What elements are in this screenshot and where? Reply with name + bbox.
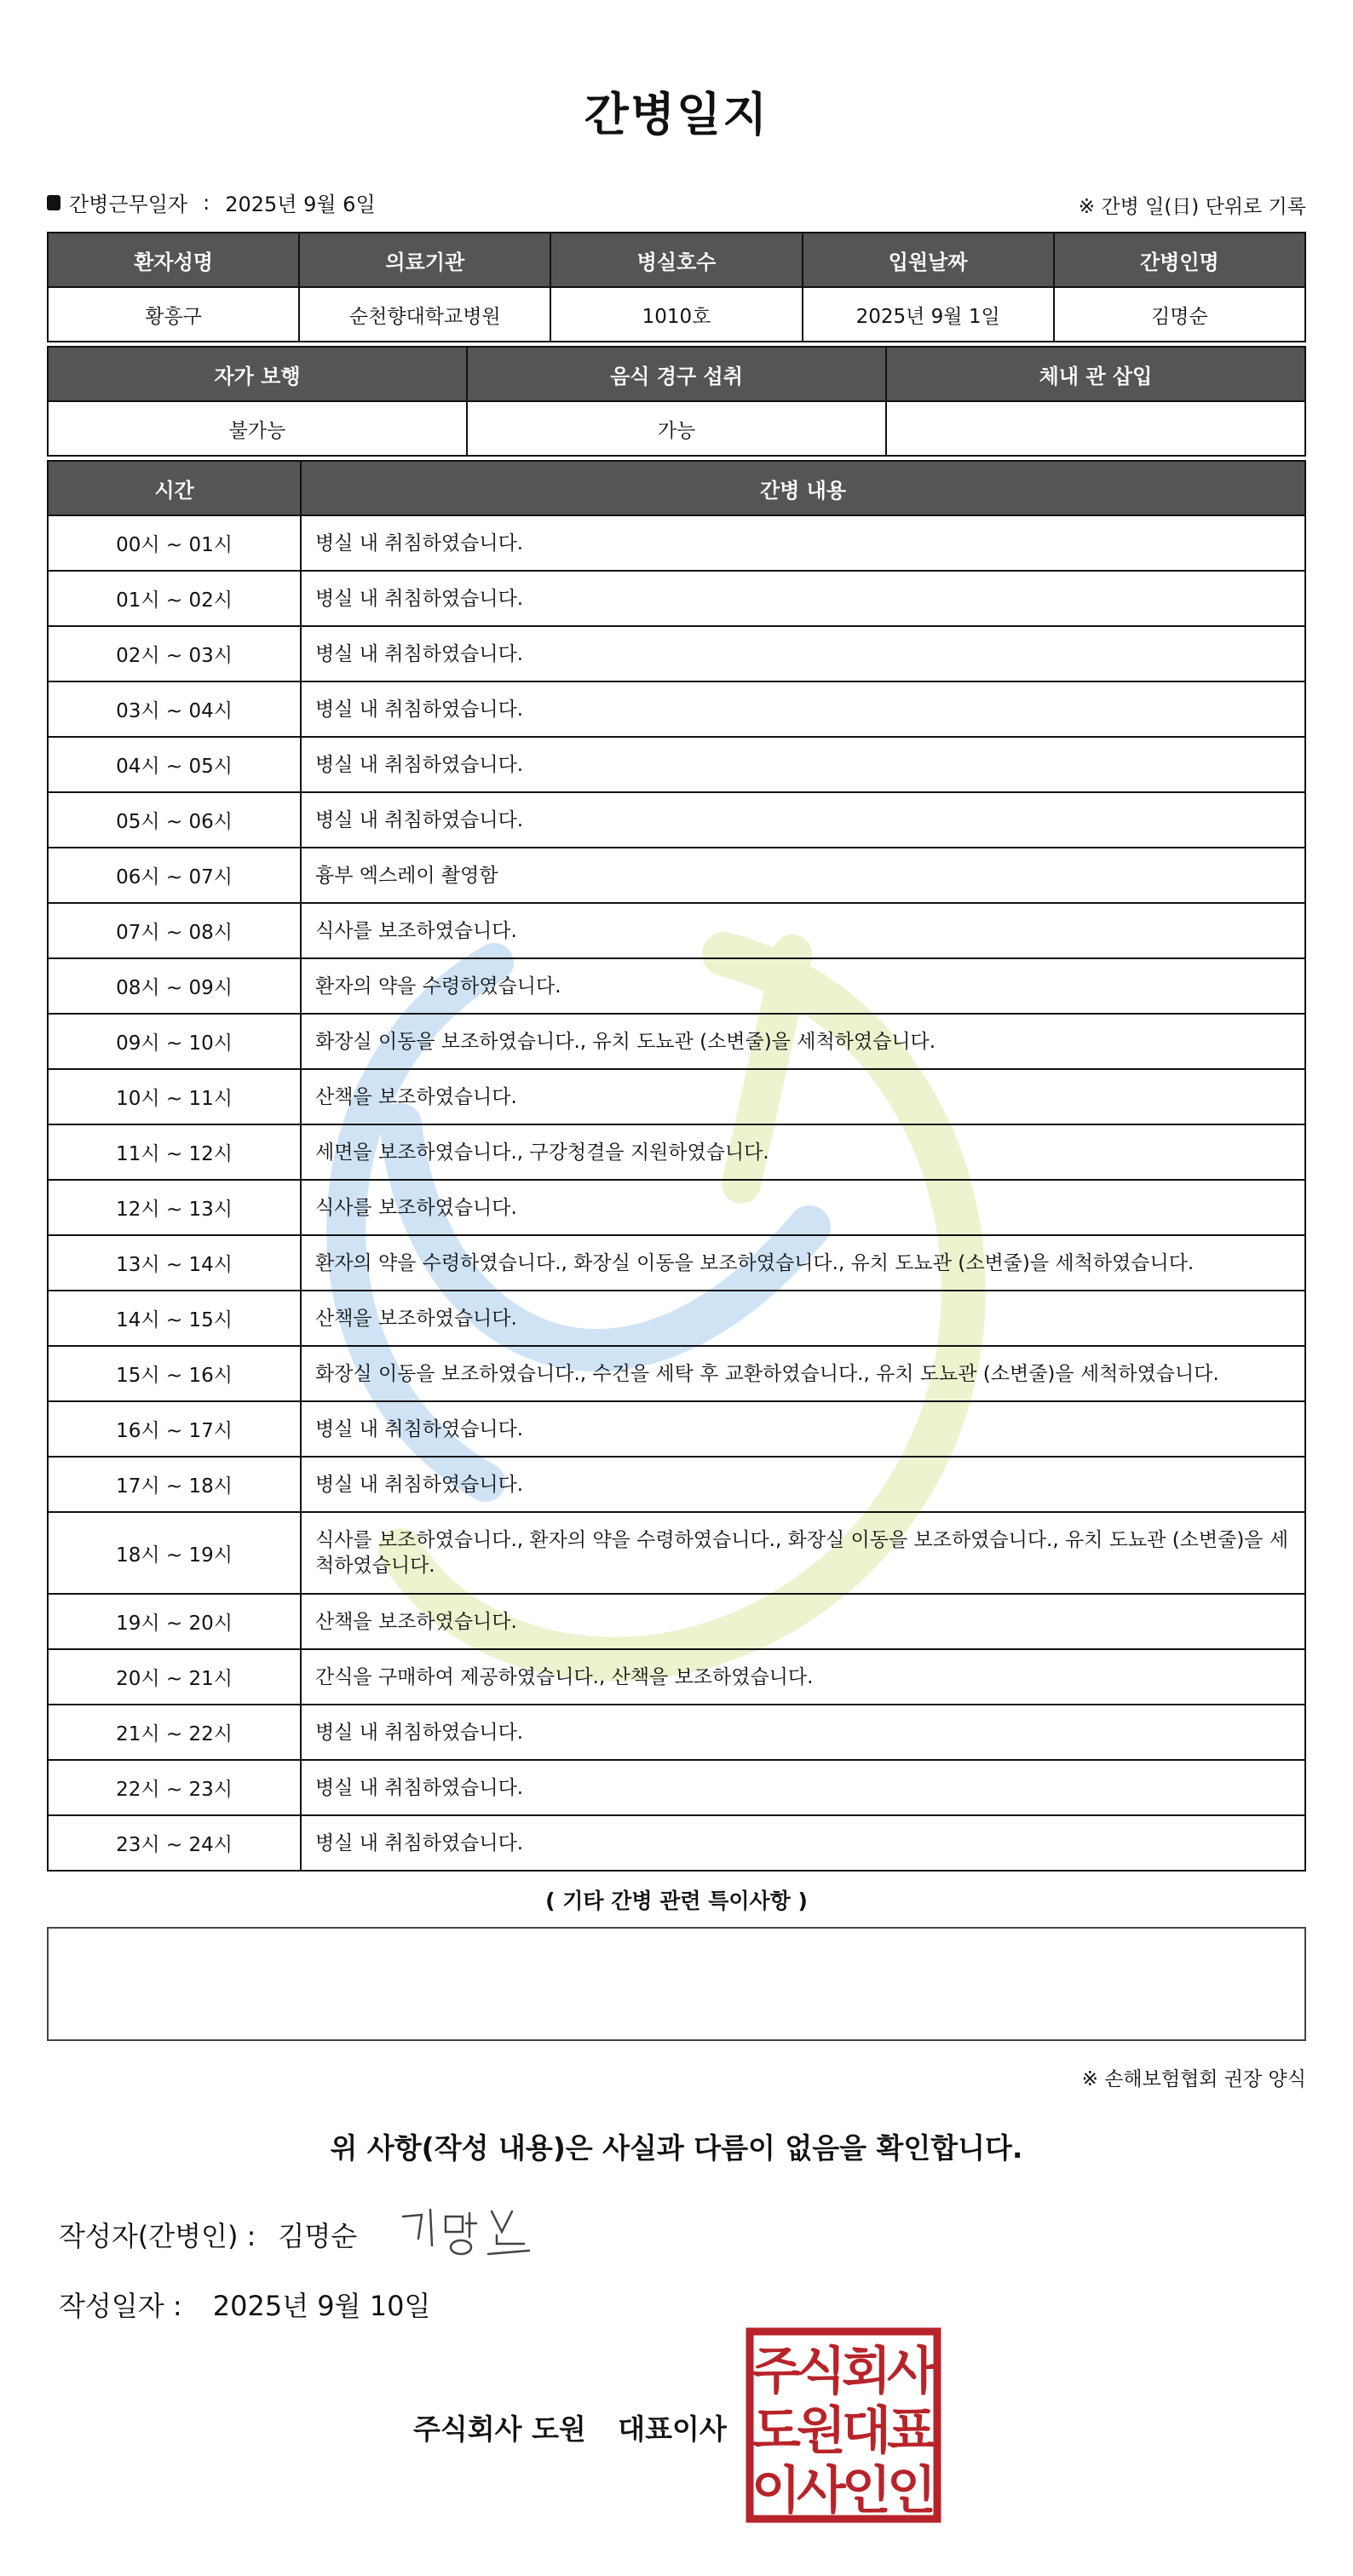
- patient-info-table: [47, 232, 1306, 342]
- room-number: 1010호: [550, 287, 802, 342]
- log-time: 14시 ~ 15시: [48, 1291, 301, 1346]
- bullet-square-icon: [47, 195, 60, 210]
- log-row: [48, 1512, 1305, 1594]
- log-row: [48, 1235, 1305, 1291]
- log-content: 병실 내 취침하였습니다.: [301, 792, 1305, 848]
- log-time: 07시 ~ 08시: [48, 903, 301, 958]
- company-role: 대표이사: [618, 2412, 727, 2446]
- patient-name: 황흥구: [48, 287, 299, 342]
- work-date-row: [47, 187, 1306, 221]
- company-seal: [746, 2327, 941, 2523]
- log-row: [48, 1069, 1305, 1124]
- log-row: [48, 1815, 1305, 1871]
- self-walking: 불가능: [48, 401, 467, 456]
- header-care-content: 간병 내용: [301, 461, 1305, 515]
- author-name: 김명순: [278, 2220, 358, 2252]
- log-row: [48, 1124, 1305, 1180]
- handwritten-signature: [396, 2198, 541, 2266]
- log-header-row: [48, 461, 1305, 515]
- author-line: [59, 2215, 357, 2254]
- log-time: 11시 ~ 12시: [48, 1124, 301, 1180]
- seal-character: 인: [842, 2461, 891, 2521]
- header-time: 시간: [48, 461, 301, 515]
- status-header-row: [48, 347, 1305, 401]
- seal-character: 도: [751, 2401, 801, 2461]
- log-content: 간식을 구매하여 제공하였습니다., 산책을 보조하였습니다.: [301, 1649, 1305, 1705]
- patient-header-row: [48, 233, 1305, 287]
- log-row: [48, 626, 1305, 681]
- patient-value-row: [48, 287, 1305, 342]
- caregiver-name: 김명순: [1054, 287, 1305, 342]
- log-content: 병실 내 취침하였습니다.: [301, 515, 1305, 571]
- log-content: 병실 내 취침하였습니다.: [301, 626, 1305, 681]
- hospital: 순천향대학교병원: [299, 287, 550, 342]
- log-time: 22시 ~ 23시: [48, 1760, 301, 1815]
- log-row: [48, 1346, 1305, 1401]
- work-date-separator: :: [203, 190, 210, 215]
- header-caregiver-name: 간병인명: [1054, 233, 1305, 287]
- log-row: [48, 1180, 1305, 1235]
- log-time: 13시 ~ 14시: [48, 1235, 301, 1291]
- seal-character: 인: [887, 2461, 936, 2521]
- write-date-line: [59, 2285, 430, 2324]
- company-name: 주식회사 도원: [413, 2412, 586, 2446]
- log-content: 산책을 보조하였습니다.: [301, 1069, 1305, 1124]
- log-content: 산책을 보조하였습니다.: [301, 1291, 1305, 1346]
- work-date: [47, 187, 376, 217]
- log-content: 병실 내 취침하였습니다.: [301, 1457, 1305, 1512]
- log-time: 03시 ~ 04시: [48, 681, 301, 737]
- log-row: [48, 1760, 1305, 1815]
- log-content: 세면을 보조하였습니다., 구강청결을 지원하였습니다.: [301, 1124, 1305, 1180]
- notes-box: [47, 1927, 1306, 2041]
- header-hospital: 의료기관: [299, 233, 550, 287]
- log-row: [48, 792, 1305, 848]
- log-time: 17시 ~ 18시: [48, 1457, 301, 1512]
- log-content: 병실 내 취침하였습니다.: [301, 1815, 1305, 1871]
- log-row: [48, 681, 1305, 737]
- log-content: 병실 내 취침하였습니다.: [301, 737, 1305, 792]
- log-content: 환자의 약을 수령하였습니다., 화장실 이동을 보조하였습니다., 유치 도뇨관 (소변줄)을 세척하였습니다.: [301, 1235, 1305, 1291]
- log-content: 병실 내 취침하였습니다.: [301, 1705, 1305, 1760]
- log-row: [48, 737, 1305, 792]
- log-row: [48, 1457, 1305, 1512]
- log-time: 09시 ~ 10시: [48, 1014, 301, 1069]
- work-date-label: 간병근무일자: [69, 193, 188, 216]
- admission-date: 2025년 9월 1일: [803, 287, 1054, 342]
- seal-character: 주: [751, 2342, 801, 2401]
- header-oral-intake: 음식 경구 섭취: [467, 347, 886, 401]
- confirmation-statement: 위 사항(작성 내용)은 사실과 다름이 없음을 확인합니다.: [330, 2131, 1023, 2165]
- header-tube-insertion: 체내 관 삽입: [886, 347, 1305, 401]
- log-time: 04시 ~ 05시: [48, 737, 301, 792]
- seal-character: 원: [797, 2401, 846, 2461]
- log-row: [48, 1401, 1305, 1457]
- log-content: 병실 내 취침하였습니다.: [301, 571, 1305, 626]
- header-self-walking: 자가 보행: [48, 347, 467, 401]
- log-time: 23시 ~ 24시: [48, 1815, 301, 1871]
- recommend-note: ※ 손해보험협회 권장 양식: [1081, 2068, 1306, 2090]
- document-title: 간병일지: [584, 88, 769, 141]
- tube-insertion: [886, 401, 1305, 456]
- log-content: 병실 내 취침하였습니다.: [301, 1401, 1305, 1457]
- log-time: 10시 ~ 11시: [48, 1069, 301, 1124]
- seal-character: 표: [887, 2401, 936, 2461]
- log-row: [48, 1594, 1305, 1649]
- log-row: [48, 515, 1305, 571]
- write-date-value: 2025년 9월 10일: [212, 2290, 431, 2322]
- work-date-value: 2025년 9월 6일: [225, 193, 376, 216]
- log-content: 환자의 약을 수령하였습니다.: [301, 958, 1305, 1014]
- log-content: 화장실 이동을 보조하였습니다., 유치 도뇨관 (소변줄)을 세척하였습니다.: [301, 1014, 1305, 1069]
- seal-character: 이: [751, 2461, 801, 2521]
- header-room: 병실호수: [550, 233, 802, 287]
- log-content: 식사를 보조하였습니다., 환자의 약을 수령하였습니다., 화장실 이동을 보조하였습니다., 유치 도뇨관 (소변줄)을 세척하였습니다.: [301, 1512, 1305, 1594]
- seal-character: 회: [842, 2342, 891, 2401]
- seal-character: 사: [887, 2342, 936, 2401]
- log-content: 식사를 보조하였습니다.: [301, 903, 1305, 958]
- seal-character: 식: [797, 2342, 846, 2401]
- log-content: 화장실 이동을 보조하였습니다., 수건을 세탁 후 교환하였습니다., 유치 도뇨관 (소변줄)을 세척하였습니다.: [301, 1346, 1305, 1401]
- log-content: 식사를 보조하였습니다.: [301, 1180, 1305, 1235]
- log-time: 16시 ~ 17시: [48, 1401, 301, 1457]
- log-time: 01시 ~ 02시: [48, 571, 301, 626]
- log-time: 20시 ~ 21시: [48, 1649, 301, 1705]
- log-time: 21시 ~ 22시: [48, 1705, 301, 1760]
- log-row: [48, 1014, 1305, 1069]
- log-time: 19시 ~ 20시: [48, 1594, 301, 1649]
- log-content: 산책을 보조하였습니다.: [301, 1594, 1305, 1649]
- seal-character: 사: [797, 2461, 846, 2521]
- unit-note: ※ 간병 일(日) 단위로 기록: [1078, 196, 1306, 218]
- oral-intake: 가능: [467, 401, 886, 456]
- log-time: 02시 ~ 03시: [48, 626, 301, 681]
- log-row: [48, 958, 1305, 1014]
- care-log-table: [47, 460, 1306, 1872]
- log-time: 00시 ~ 01시: [48, 515, 301, 571]
- header-admission-date: 입원날짜: [803, 233, 1054, 287]
- log-row: [48, 1705, 1305, 1760]
- log-row: [48, 848, 1305, 903]
- log-content: 병실 내 취침하였습니다.: [301, 681, 1305, 737]
- log-row: [48, 571, 1305, 626]
- log-time: 05시 ~ 06시: [48, 792, 301, 848]
- log-row: [48, 1649, 1305, 1705]
- log-time: 18시 ~ 19시: [48, 1512, 301, 1594]
- log-row: [48, 903, 1305, 958]
- status-value-row: [48, 401, 1305, 456]
- log-row: [48, 1291, 1305, 1346]
- patient-status-table: [47, 346, 1306, 457]
- author-label: 작성자(간병인) :: [59, 2220, 256, 2252]
- seal-character: 대: [842, 2401, 891, 2461]
- log-content: 흉부 엑스레이 촬영함: [301, 848, 1305, 903]
- log-time: 06시 ~ 07시: [48, 848, 301, 903]
- log-time: 12시 ~ 13시: [48, 1180, 301, 1235]
- notes-title: ( 기타 간병 관련 특이사항 ): [545, 1889, 808, 1913]
- log-time: 15시 ~ 16시: [48, 1346, 301, 1401]
- log-time: 08시 ~ 09시: [48, 958, 301, 1014]
- company-line: [413, 2407, 727, 2447]
- header-patient-name: 환자성명: [48, 233, 299, 287]
- log-content: 병실 내 취침하였습니다.: [301, 1760, 1305, 1815]
- write-date-label: 작성일자 :: [59, 2290, 182, 2322]
